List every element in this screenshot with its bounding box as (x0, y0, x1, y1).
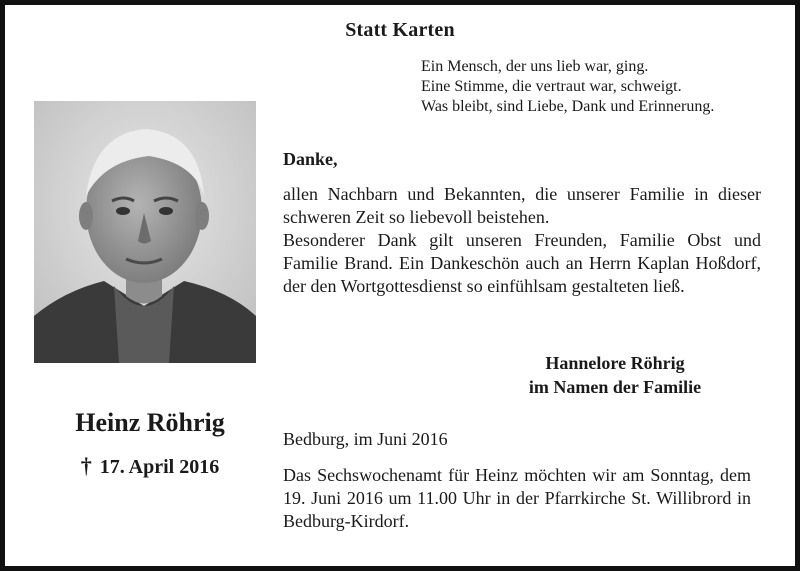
poem-line: Eine Stimme, die vertraut war, schweigt. (421, 78, 682, 95)
thanks-text (283, 183, 761, 298)
portrait-image (34, 101, 256, 363)
death-date: 17. April 2016 (99, 456, 220, 478)
signer-note: im Namen der Familie (528, 377, 702, 397)
portrait-photo (34, 101, 256, 363)
signer-name: Hannelore Röhrig (545, 353, 685, 373)
poem-line: Ein Mensch, der uns lieb war, ging. (421, 58, 649, 75)
deceased-name: Heinz Röhrig (75, 408, 225, 437)
poem-line: Was bleibt, sind Liebe, Dank und Erinnerung. (421, 98, 715, 115)
thanks-paragraph: Besonderer Dank gilt unseren Freunden, Familie Obst und Familie Brand. Ein Dankeschön auch an Herrn Kaplan Hoßdorf, der den Wortgottesdienst so einfühlsam gestalteten ließ. (283, 230, 761, 296)
death-date-line (34, 453, 266, 479)
mass-notice-text: Das Sechswochenamt für Heinz möchten wir am Sonntag, dem 19. Juni 2016 um 11.00 Uhr in der Pfarrkirche St. Willibrord in Bedburg-Kirdorf. (283, 465, 751, 531)
mass-notice (283, 464, 751, 533)
place-date: Bedburg, im Juni 2016 (283, 429, 448, 449)
cross-icon: † (80, 453, 92, 478)
header-title: Statt Karten (345, 19, 455, 41)
thanks-heading: Danke, (283, 149, 338, 169)
poem (421, 57, 714, 117)
thanks-paragraph: allen Nachbarn und Bekannten, die unserer Familie in dieser schweren Zeit so liebevoll beistehen. (283, 184, 761, 227)
